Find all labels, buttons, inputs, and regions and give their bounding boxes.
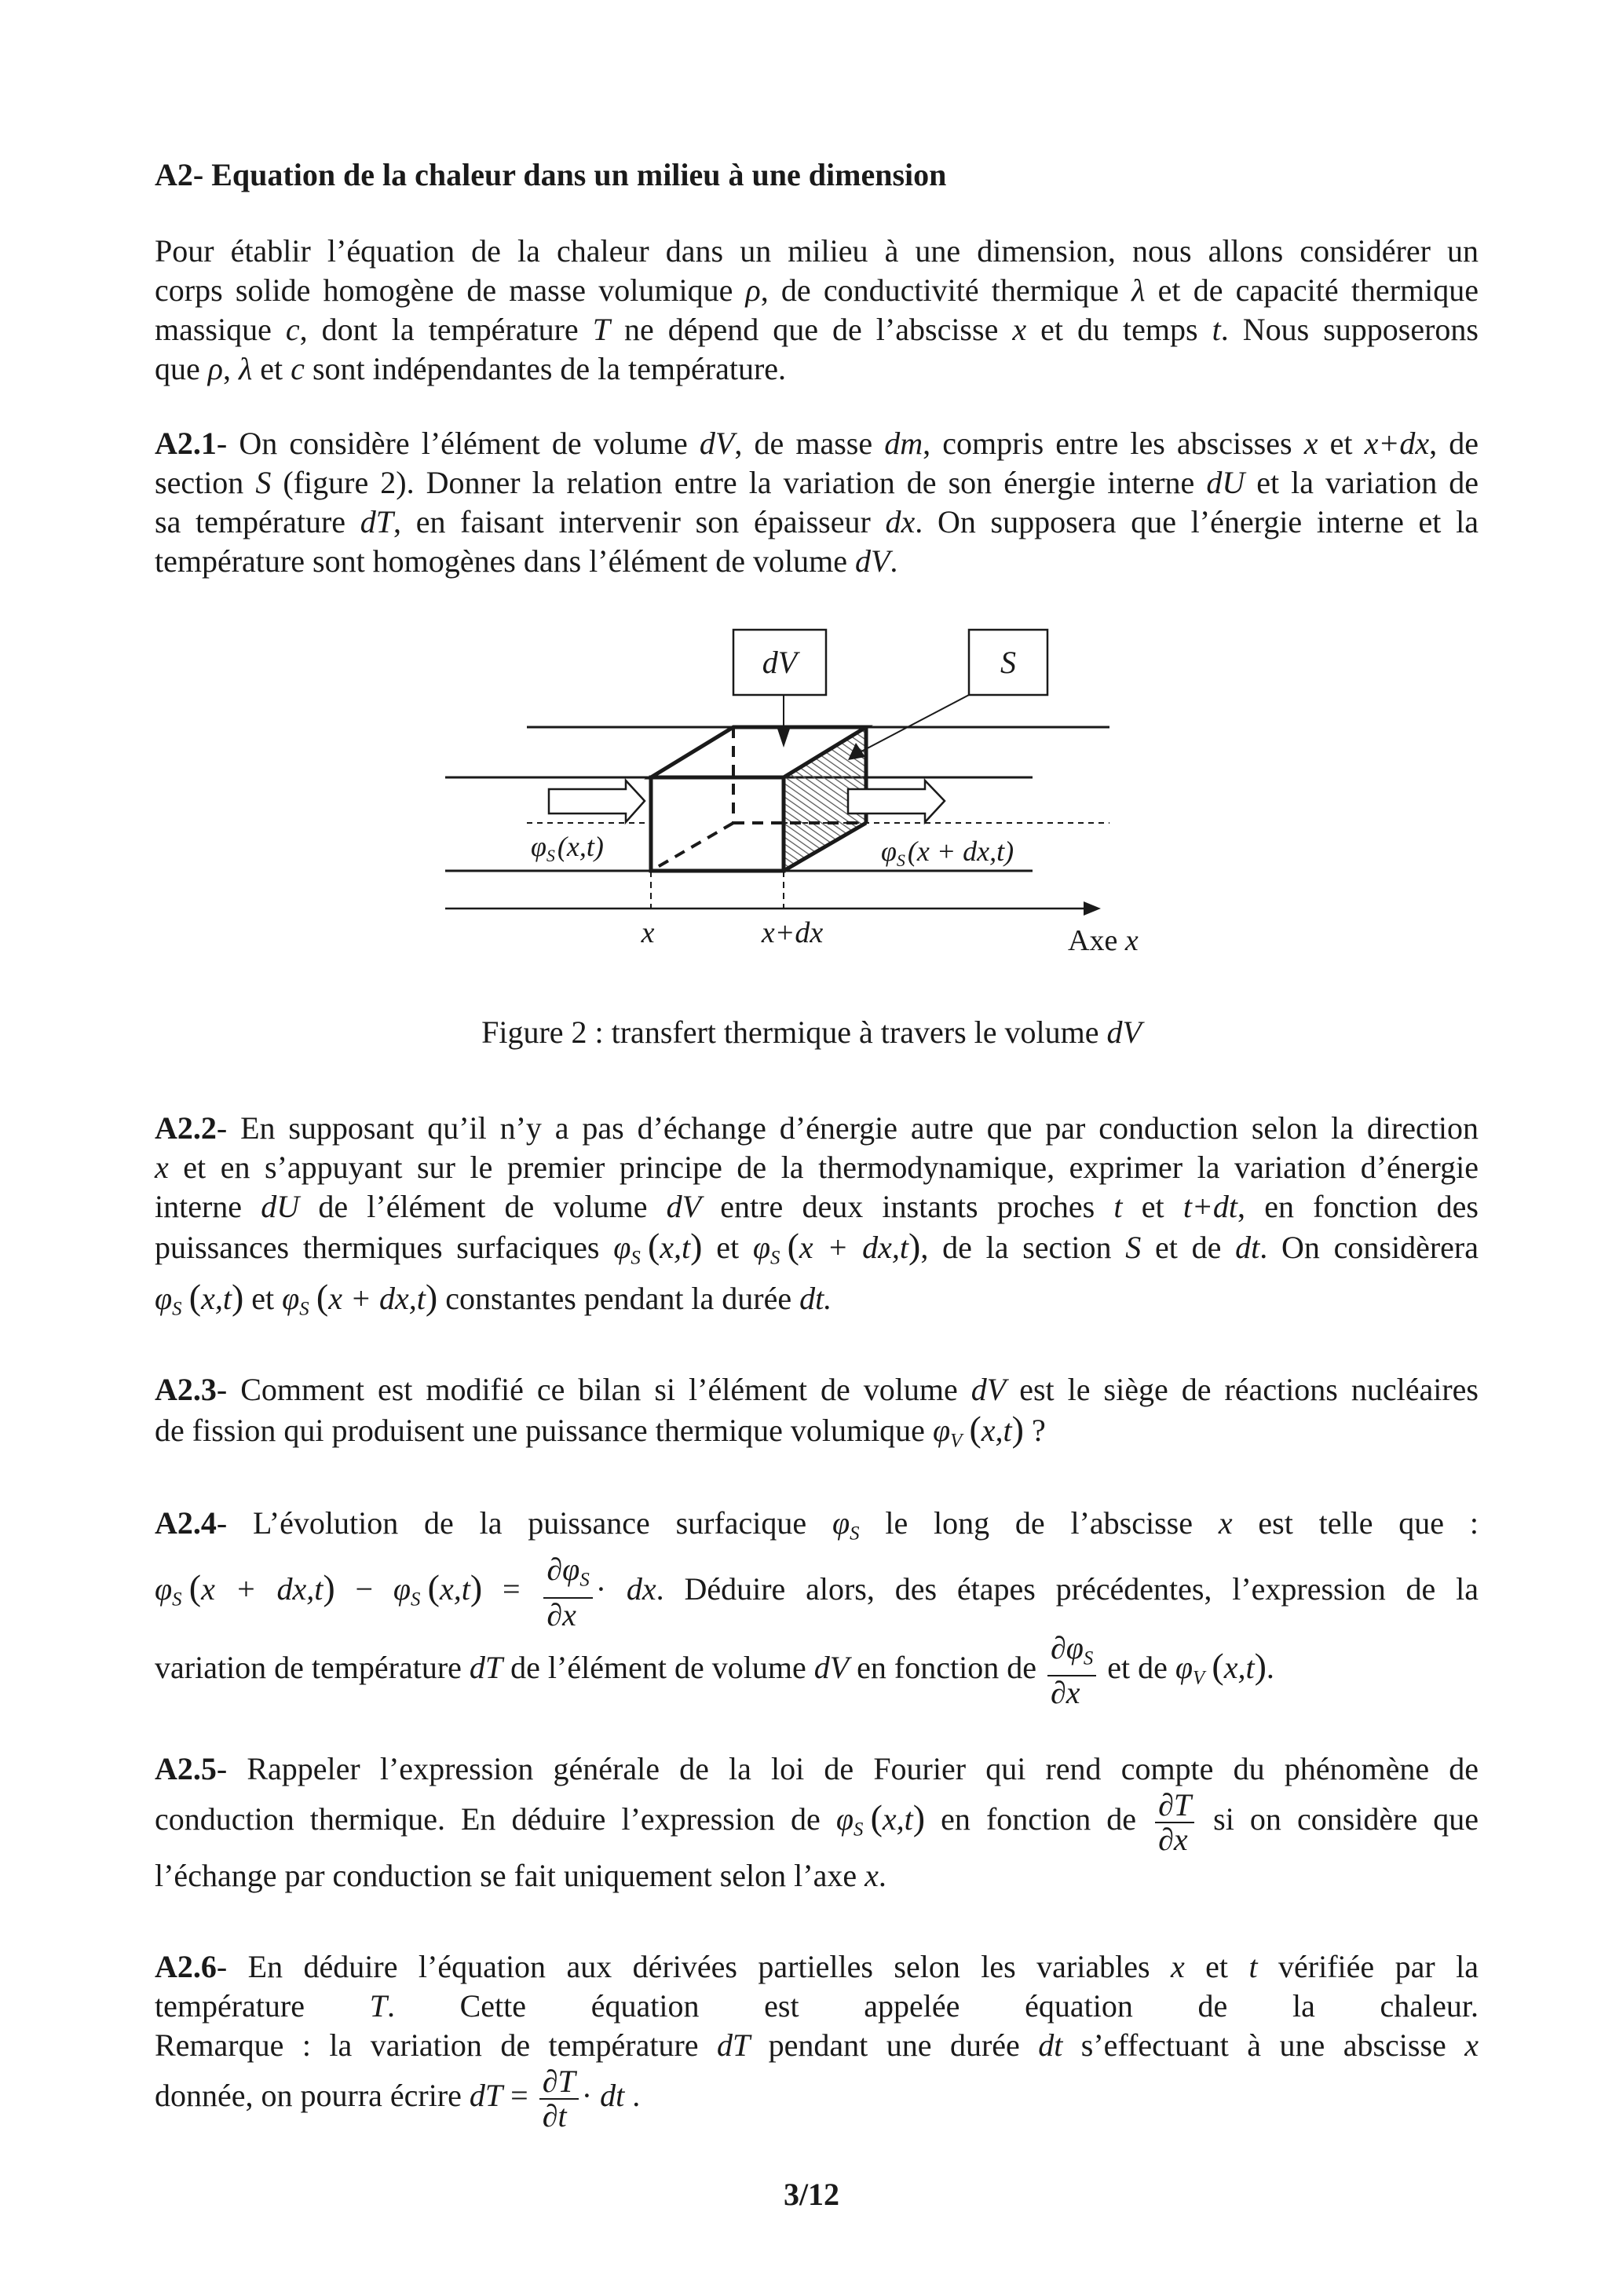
text-run: Remarque : la variation de température xyxy=(155,2027,717,2063)
question-a2-1 xyxy=(155,424,1479,581)
math-variable: dx xyxy=(885,504,916,539)
text-run: vérifiée par la xyxy=(1257,1949,1479,1984)
math-variable: dT xyxy=(360,504,393,539)
figure-caption xyxy=(0,1013,1623,1052)
fraction-numerator xyxy=(1047,1629,1096,1676)
math-variable: dm xyxy=(884,426,923,461)
text-run: (figure 2). Donner la relation entre la variation de son énergie interne xyxy=(271,465,1207,500)
text-line xyxy=(155,2065,1479,2133)
text-run: interne xyxy=(155,1189,261,1224)
text-run: et xyxy=(1318,426,1365,461)
text-run: variation de température xyxy=(155,1649,470,1685)
text-run: , de masse xyxy=(734,426,885,461)
math-variable: ρ xyxy=(207,351,223,386)
text-run: . Cette équation est appelée équation de la chaleur. xyxy=(386,1988,1479,2024)
question-number: A2.3 xyxy=(155,1372,217,1407)
phi-subscript: V xyxy=(1193,1667,1205,1689)
text-run: l’échange par conduction se fait uniquement selon l’axe xyxy=(155,1858,865,1893)
text-run: sa température xyxy=(155,504,360,539)
text-run: et xyxy=(252,351,291,386)
text-run: de fission qui produisent une puissance thermique volumique xyxy=(155,1413,933,1448)
text-run: . Nous supposerons xyxy=(1220,312,1479,347)
text-line xyxy=(155,1504,1479,1553)
text-run: est le siège de réactions nucléaires xyxy=(1006,1372,1479,1407)
fraction-numerator xyxy=(539,2065,579,2100)
text-run: ne dépend que de l’abscisse xyxy=(609,312,1013,347)
paren-close: ) xyxy=(1254,1645,1267,1686)
math-variable: dU xyxy=(1206,465,1245,500)
figure-2-diagram xyxy=(440,612,1139,974)
paren-close: ) xyxy=(912,1797,926,1838)
intro-paragraph xyxy=(155,232,1479,389)
phi-subscript: S xyxy=(850,1523,860,1545)
text-run: , de xyxy=(1429,426,1479,461)
question-number: A2.1 xyxy=(155,426,217,461)
text-line xyxy=(155,1856,1479,1896)
math-variable: dV xyxy=(971,1372,1007,1407)
text-run: de l’élément de volume xyxy=(503,1649,814,1685)
fraction-denominator: ∂t xyxy=(542,2098,567,2133)
text-run: - Rappeler l’expression générale de la loi de Fourier qui rend compte du phénomène de xyxy=(216,1751,1479,1786)
text-run: pendant une durée xyxy=(750,2027,1039,2063)
math-variable: dT xyxy=(469,1649,503,1685)
text-run: . On considèrera xyxy=(1259,1230,1479,1265)
text-line xyxy=(155,1947,1479,1987)
question-a2-5 xyxy=(155,1749,1479,1896)
phi-subscript: S xyxy=(769,1247,780,1269)
phi-argument: x,t xyxy=(201,1281,232,1317)
s-label: S xyxy=(1000,645,1016,680)
text-run: - En déduire l’équation aux dérivées partielles selon les variables xyxy=(216,1949,1171,1984)
text-line xyxy=(155,2026,1479,2065)
text-run: et de xyxy=(1141,1230,1236,1265)
section-title xyxy=(155,155,1479,195)
text-run: et du temps xyxy=(1026,312,1212,347)
math-variable: λ xyxy=(1131,272,1146,308)
phi-expression xyxy=(155,1567,335,1610)
text-line xyxy=(155,271,1479,310)
phi-expression xyxy=(752,1226,921,1269)
text-line xyxy=(155,1553,1479,1631)
text-run: . xyxy=(890,543,898,579)
tick-label-x-plus-dx: x+dx xyxy=(761,916,824,949)
text-run: , dont la température xyxy=(299,312,593,347)
math-variable: x xyxy=(865,1858,879,1893)
text-run: s’effectuant à une abscisse xyxy=(1062,2027,1465,2063)
text-line xyxy=(155,424,1479,463)
tick-label-x: x xyxy=(641,916,655,949)
question-number: A2.6 xyxy=(155,1949,217,1984)
text-run: - On considère l’élément de volume xyxy=(216,426,700,461)
math-variable: dV xyxy=(666,1189,702,1224)
phi-expression xyxy=(155,1277,244,1320)
text-line xyxy=(155,1749,1479,1789)
paren-open: ( xyxy=(863,1797,883,1838)
fraction xyxy=(1155,1789,1194,1856)
text-run: et la variation de xyxy=(1245,465,1479,500)
question-a2-4 xyxy=(155,1504,1479,1709)
s-pointer-line xyxy=(860,695,969,752)
text-run: , de la section xyxy=(920,1230,1126,1265)
fraction-numerator xyxy=(1155,1789,1194,1823)
caption-text: Figure 2 : transfert thermique à travers le volume xyxy=(481,1015,1107,1050)
text-line xyxy=(155,349,1479,389)
paren-open: ( xyxy=(309,1277,329,1318)
text-run: section xyxy=(155,465,256,500)
question-a2-6 xyxy=(155,1947,1479,2133)
phi-expression xyxy=(1175,1645,1267,1689)
text-run: , xyxy=(222,351,239,386)
text-line xyxy=(155,1789,1479,1856)
text-line xyxy=(155,1187,1479,1227)
page-number: 3/12 xyxy=(783,2177,840,2212)
fraction-denominator: ∂x xyxy=(1158,1822,1188,1857)
paren-open: ( xyxy=(640,1226,660,1266)
math-variable: dU xyxy=(261,1189,300,1224)
text-line xyxy=(155,1278,1479,1329)
math-variable: λ xyxy=(238,351,253,386)
fraction-numerator xyxy=(543,1553,592,1598)
text-run: · xyxy=(595,1571,627,1607)
text-run: , compris entre les abscisses xyxy=(923,426,1304,461)
text-line xyxy=(155,503,1479,542)
phi-symbol: φ xyxy=(531,831,546,862)
math-variable: S xyxy=(1125,1230,1142,1265)
text-run: et xyxy=(1184,1949,1249,1984)
paren-open: ( xyxy=(181,1277,202,1318)
text-run: et xyxy=(702,1230,753,1265)
math-variable: dt xyxy=(1235,1230,1260,1265)
text-run: , en faisant intervenir son épaisseur xyxy=(393,504,886,539)
math-variable: dT xyxy=(469,2078,503,2114)
flux-in-arrow-icon xyxy=(549,781,645,822)
fraction-denominator: ∂x xyxy=(1050,1675,1080,1711)
text-line xyxy=(155,1148,1479,1187)
text-run: massique xyxy=(155,312,286,347)
volume-front-face xyxy=(651,777,784,871)
question-a2-2 xyxy=(155,1109,1479,1329)
phi-subscript: S xyxy=(411,1589,421,1610)
text-line xyxy=(155,1409,1479,1461)
text-run: et en s’appuyant sur le premier principe de la thermodynamique, exprimer la variation d’énergie xyxy=(168,1150,1479,1185)
text-line xyxy=(155,155,1479,195)
math-variable: x xyxy=(1012,312,1027,347)
phi-right-label xyxy=(881,835,1014,870)
text-run: et xyxy=(243,1281,283,1317)
phi-symbol: φ xyxy=(1175,1649,1193,1685)
text-run: - En supposant qu’il n’y a pas d’échange d’énergie autre que par conduction selon la direction xyxy=(216,1110,1479,1146)
math-variable: dx xyxy=(626,1571,656,1607)
text-line xyxy=(155,232,1479,271)
text-run: . xyxy=(1266,1649,1274,1685)
text-line xyxy=(155,1227,1479,1278)
fraction xyxy=(1047,1629,1096,1711)
phi-symbol: φ xyxy=(752,1230,770,1265)
text-line xyxy=(155,1109,1479,1148)
paren-open: ( xyxy=(181,1567,202,1608)
paren-close: ) xyxy=(425,1277,438,1318)
text-run: que xyxy=(155,351,208,386)
text-run: est telle que : xyxy=(1232,1505,1479,1541)
math-variable: t xyxy=(1113,1189,1123,1224)
text-line xyxy=(155,542,1479,581)
text-run: constantes pendant la durée xyxy=(437,1281,800,1317)
phi-symbol: φ xyxy=(832,1505,850,1541)
phi-argument: x,t xyxy=(660,1230,691,1265)
text-run: le long de l’abscisse xyxy=(859,1505,1219,1541)
numerator-text: ∂φ xyxy=(546,1552,580,1588)
math-variable: dV xyxy=(854,543,890,579)
text-run: . Déduire alors, des étapes précédentes, l’expression de la xyxy=(656,1571,1479,1607)
phi-symbol: φ xyxy=(155,1281,173,1317)
paren-close: ) xyxy=(470,1567,483,1608)
math-variable: t xyxy=(1248,1949,1258,1984)
math-variable: dV xyxy=(699,426,735,461)
text-run: . On supposera que l’énergie interne et la xyxy=(915,504,1479,539)
math-variable: dT xyxy=(716,2027,751,2063)
text-run: et de xyxy=(1099,1649,1175,1685)
text-run: Pour établir l’équation de la chaleur dans un milieu à une dimension, nous allons considérer un xyxy=(155,233,1479,269)
math-variable: ρ xyxy=(745,272,761,308)
phi-symbol: φ xyxy=(393,1571,411,1607)
math-variable: x xyxy=(1218,1505,1233,1541)
math-variable: x xyxy=(155,1150,169,1185)
phi-argument: x,t xyxy=(981,1413,1012,1448)
paren-open: ( xyxy=(962,1409,981,1449)
text-run: = xyxy=(482,1571,541,1607)
numerator-text: ∂T xyxy=(542,2064,576,2099)
text-run: - L’évolution de la puissance surfacique xyxy=(216,1505,832,1541)
phi-argument: x,t xyxy=(439,1571,470,1607)
paren-open: ( xyxy=(1204,1645,1224,1686)
phi-expression xyxy=(932,1409,1024,1452)
math-variable: dt xyxy=(1038,2027,1063,2063)
text-run: puissances thermiques surfaciques xyxy=(155,1230,614,1265)
math-variable: x xyxy=(1464,2027,1479,2063)
math-variable: t+dt xyxy=(1183,1189,1238,1224)
math-variable: c xyxy=(291,351,305,386)
fraction-denominator: ∂x xyxy=(546,1596,576,1632)
phi-symbol: φ xyxy=(881,835,897,867)
phi-symbol: φ xyxy=(932,1413,951,1448)
phi-argument: x,t xyxy=(882,1801,913,1837)
text-run: entre deux instants proches xyxy=(701,1189,1114,1224)
question-number: A2- Equation de la chaleur dans un milieu à une dimension xyxy=(155,157,947,192)
phi-subscript: S xyxy=(546,846,555,865)
text-run: en fonction de xyxy=(849,1649,1044,1685)
text-run: en fonction de xyxy=(925,1801,1153,1837)
text-run: et de capacité thermique xyxy=(1145,272,1479,308)
text-run: donnée, on pourra écrire xyxy=(155,2078,470,2114)
paren-close: ) xyxy=(1011,1409,1024,1449)
phi-symbol: φ xyxy=(282,1281,300,1317)
x-axis-arrowhead xyxy=(1084,901,1101,916)
phi-left-label xyxy=(531,831,604,865)
phi-symbol: φ xyxy=(155,1571,173,1607)
text-run: de l’élément de volume xyxy=(299,1189,667,1224)
phi-argument: x + dx,t xyxy=(799,1230,909,1265)
text-run: si on considère que xyxy=(1197,1801,1479,1837)
text-line xyxy=(155,1629,1479,1711)
text-run: ? xyxy=(1023,1413,1046,1448)
numerator-subscript: S xyxy=(1083,1647,1094,1669)
phi-symbol: φ xyxy=(613,1230,631,1265)
math-variable: T xyxy=(592,312,610,347)
phi-expression xyxy=(282,1277,438,1320)
phi-expression xyxy=(613,1226,703,1269)
paren-close: ) xyxy=(690,1226,703,1266)
text-line xyxy=(155,463,1479,503)
paren-close: ) xyxy=(908,1226,921,1266)
phi-subscript: S xyxy=(631,1247,641,1269)
math-variable: x+dx xyxy=(1364,426,1430,461)
math-variable: x xyxy=(1303,426,1318,461)
caption-var: dV xyxy=(1106,1015,1142,1050)
text-run: , de conductivité thermique xyxy=(760,272,1132,308)
phi-subscript: S xyxy=(853,1819,864,1841)
phi-argument: (x,t) xyxy=(557,831,604,862)
text-line xyxy=(155,1370,1479,1409)
math-variable: t xyxy=(1212,312,1221,347)
text-run: corps solide homogène de masse volumique xyxy=(155,272,746,308)
fraction xyxy=(539,2065,579,2133)
text-run: , en fonction des xyxy=(1237,1189,1479,1224)
math-variable: x xyxy=(1170,1949,1185,1984)
math-variable: dV xyxy=(813,1649,850,1685)
fraction xyxy=(543,1553,592,1631)
phi-subscript: S xyxy=(896,850,905,870)
phi-subscript: V xyxy=(950,1430,963,1452)
phi-argument: (x + dx,t) xyxy=(907,835,1014,867)
numerator-text: ∂T xyxy=(1158,1787,1192,1823)
phi-subscript: S xyxy=(172,1589,182,1610)
math-variable: dt. xyxy=(799,1281,832,1317)
text-run: - Comment est modifié ce bilan si l’élément de volume xyxy=(216,1372,971,1407)
text-line xyxy=(155,310,1479,349)
phi-expression xyxy=(835,1797,926,1841)
phi-argument: x + dx,t xyxy=(201,1571,324,1607)
axis-label xyxy=(1068,924,1139,957)
phi-symbol: φ xyxy=(835,1801,854,1837)
question-number: A2.4 xyxy=(155,1505,217,1541)
math-variable: dt xyxy=(600,2078,625,2114)
phi-argument: x + dx,t xyxy=(328,1281,426,1317)
text-run: − xyxy=(334,1571,393,1607)
phi-subscript: S xyxy=(172,1298,182,1320)
paren-open: ( xyxy=(420,1567,440,1608)
text-run: et xyxy=(1122,1189,1183,1224)
numerator-text: ∂φ xyxy=(1050,1629,1084,1665)
math-variable: c xyxy=(285,312,300,347)
math-variable: T xyxy=(369,1988,387,2024)
paren-close: ) xyxy=(323,1567,335,1608)
math-variable: S xyxy=(255,465,272,500)
phi-expression xyxy=(832,1505,860,1545)
dv-label: dV xyxy=(762,645,798,680)
text-run: . xyxy=(878,1858,886,1893)
text-run: = xyxy=(503,2078,536,2114)
axis-label-var: x xyxy=(1124,924,1139,957)
question-a2-3 xyxy=(155,1370,1479,1461)
numerator-subscript: S xyxy=(579,1569,590,1591)
phi-argument: x,t xyxy=(1223,1649,1255,1685)
question-number: A2.5 xyxy=(155,1751,217,1786)
phi-subscript: S xyxy=(299,1298,309,1320)
paren-open: ( xyxy=(780,1226,799,1266)
text-run: . xyxy=(624,2078,641,2114)
text-run: sont indépendantes de la température. xyxy=(304,351,787,386)
paren-close: ) xyxy=(231,1277,244,1318)
text-run: température xyxy=(155,1988,370,2024)
axis-label-text: Axe xyxy=(1068,924,1125,957)
question-number: A2.2 xyxy=(155,1110,217,1146)
text-run: température sont homogènes dans l’élément de volume xyxy=(155,543,855,579)
text-run: · xyxy=(581,2078,601,2114)
text-line xyxy=(155,1987,1479,2026)
phi-expression xyxy=(393,1567,483,1610)
text-run: conduction thermique. En déduire l’expression de xyxy=(155,1801,836,1837)
